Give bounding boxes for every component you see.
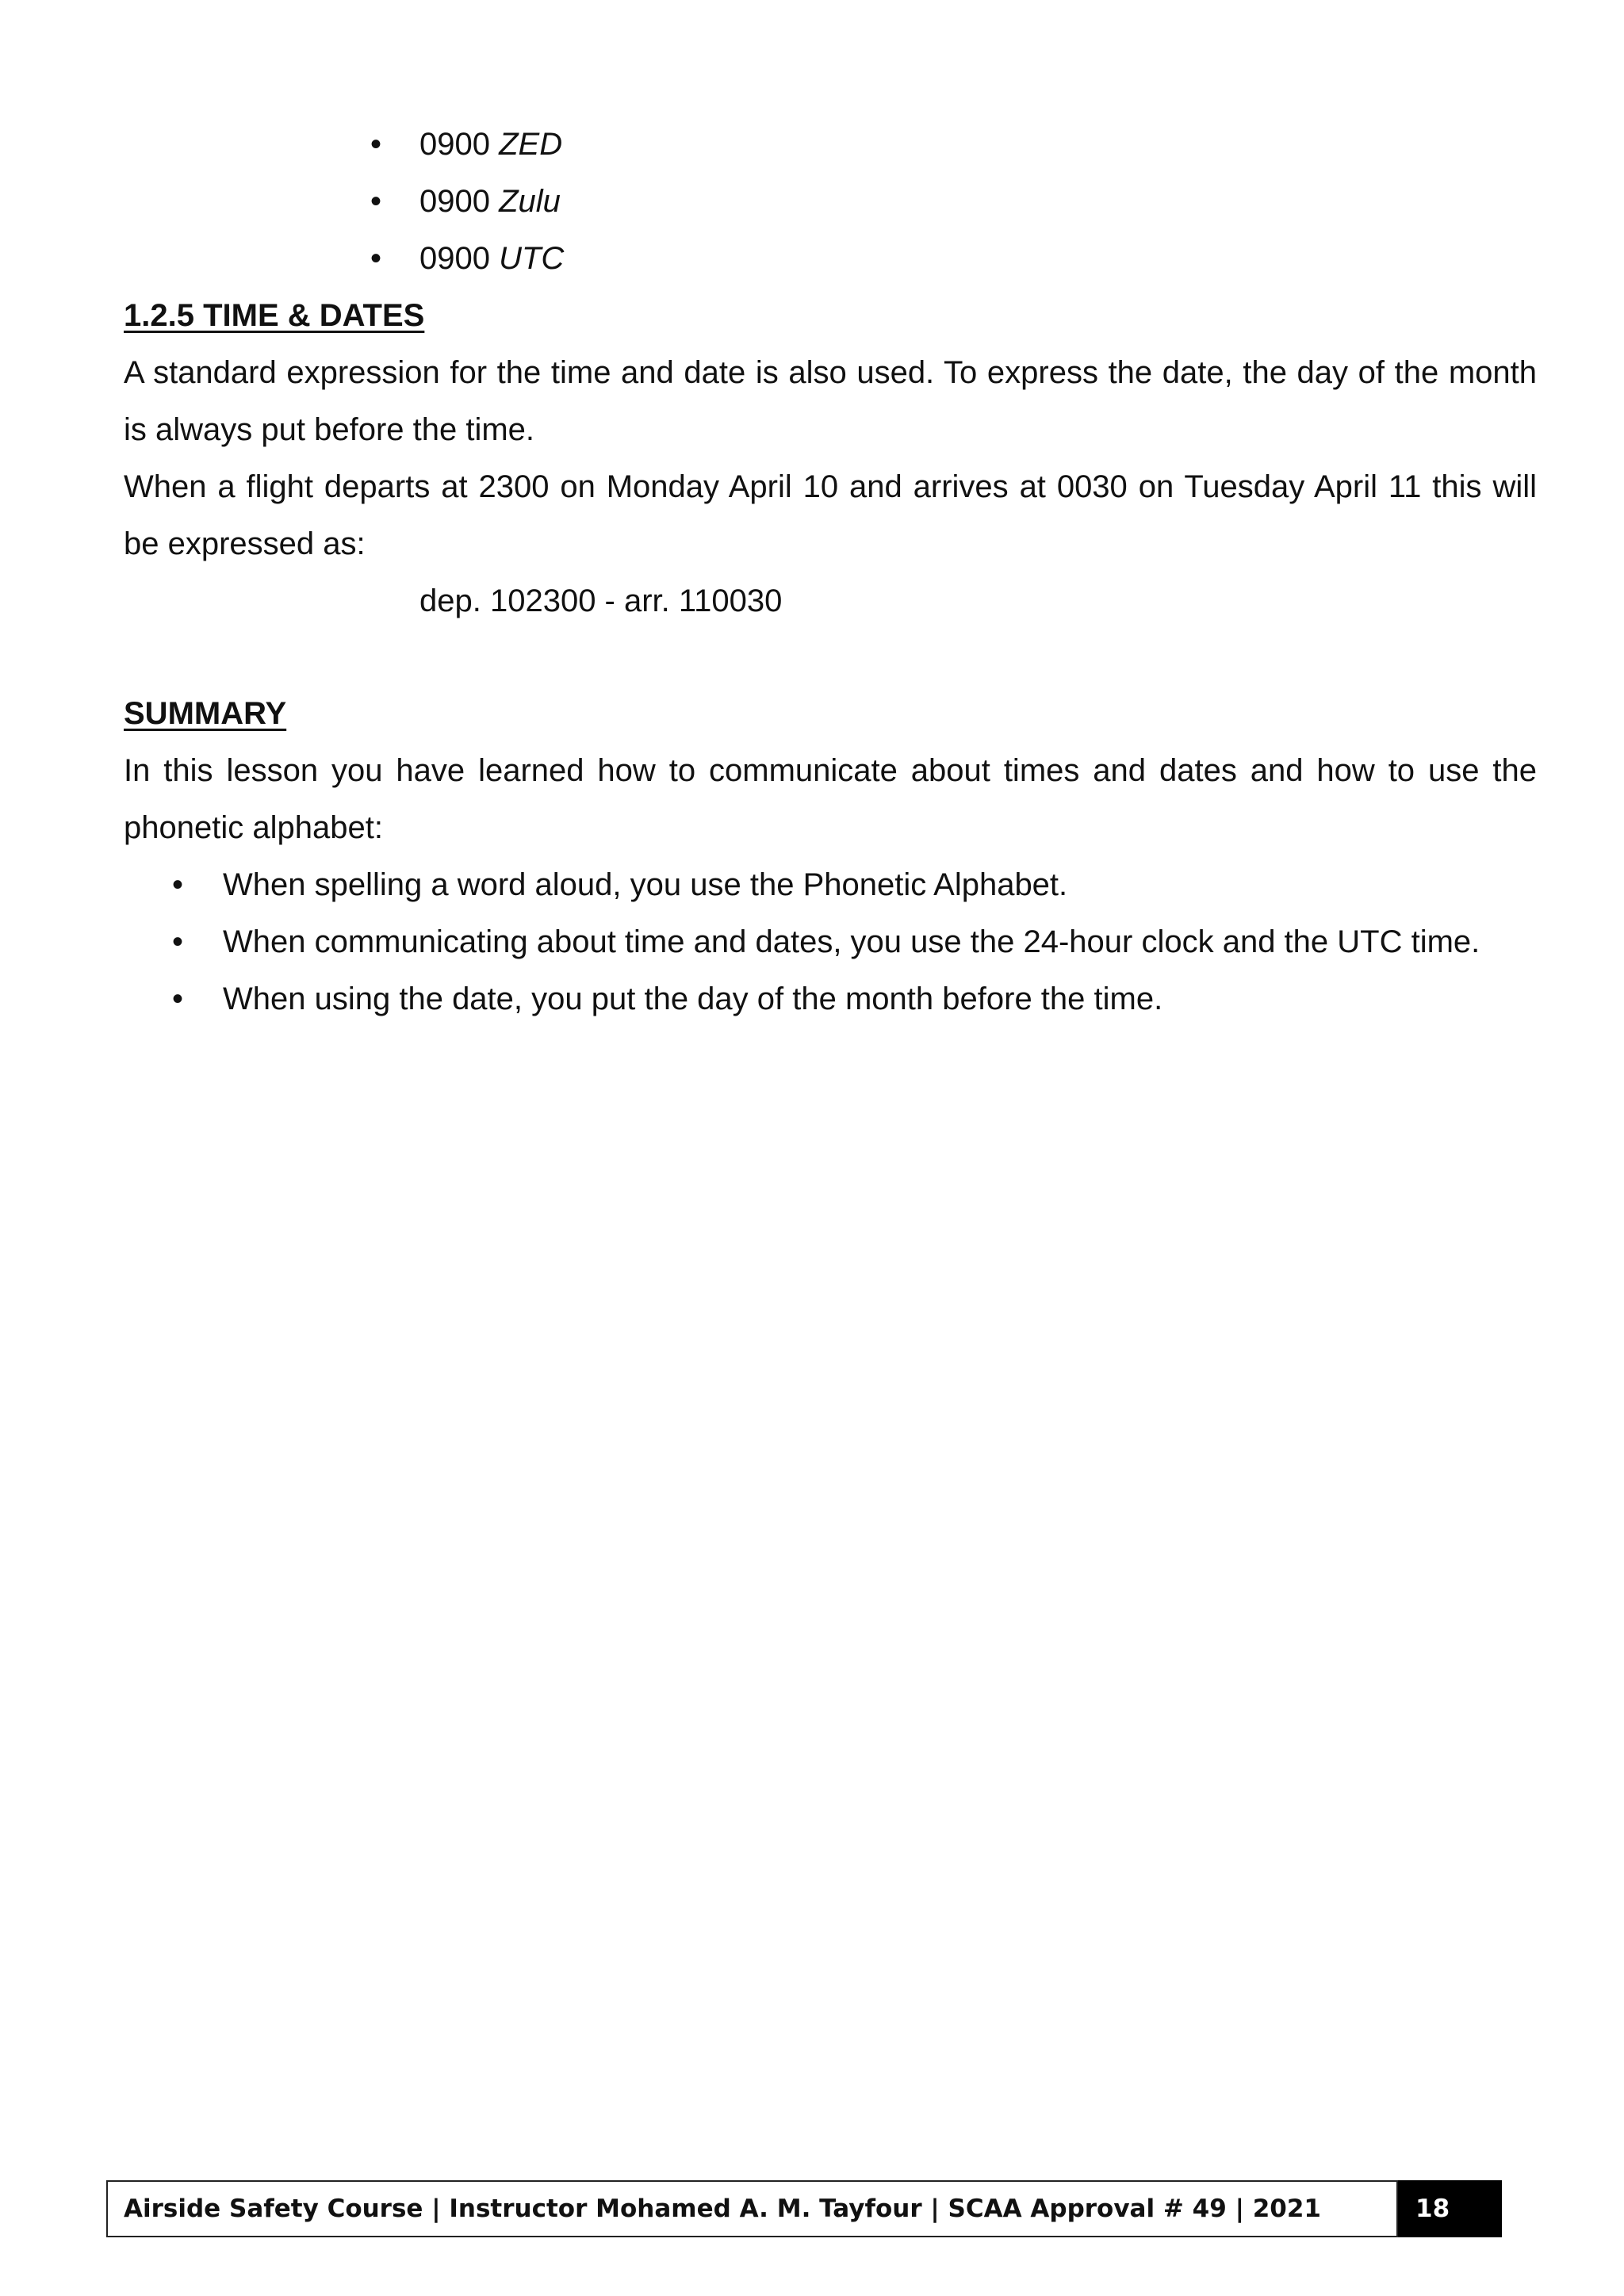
section-paragraph: When a flight departs at 2300 on Monday April 10 and arrives at 0030 on Tuesday April 11 this will be expressed as: xyxy=(124,469,1537,561)
bullet-icon: • xyxy=(370,184,382,219)
list-item-text: When spelling a word aloud, you use the Phonetic Alphabet. xyxy=(223,867,1068,902)
page-footer xyxy=(106,2180,1502,2237)
time-zone-label: UTC xyxy=(499,241,565,276)
time-value: 0900 xyxy=(419,127,490,162)
footer-text: Airside Safety Course | Instructor Mohamed A. M. Tayfour | SCAA Approval # 49 | 2021 xyxy=(106,2180,1398,2237)
summary-intro: In this lesson you have learned how to communicate about times and dates and how to use the phonetic alphabet: xyxy=(124,753,1537,845)
page-number: 18 xyxy=(1398,2180,1502,2237)
time-value: 0900 xyxy=(419,241,490,276)
time-zone-label: ZED xyxy=(499,127,563,162)
bullet-icon: • xyxy=(172,867,184,902)
bullet-icon: • xyxy=(172,982,184,1016)
time-zone-label: Zulu xyxy=(499,184,561,219)
bullet-icon: • xyxy=(370,241,382,276)
list-item-text: When communicating about time and dates, you use the 24-hour clock and the UTC time. xyxy=(223,924,1480,959)
time-value: 0900 xyxy=(419,184,490,219)
list-item-text: When using the date, you put the day of the month before the time. xyxy=(223,982,1163,1016)
bullet-icon: • xyxy=(370,127,382,162)
bullet-icon: • xyxy=(172,924,184,959)
section-paragraph: A standard expression for the time and date is also used. To express the date, the day of the month is always put before the time. xyxy=(124,355,1537,447)
section-heading: 1.2.5 TIME & DATES xyxy=(124,298,425,333)
date-time-example: dep. 102300 - arr. 110030 xyxy=(419,584,783,618)
summary-heading: SUMMARY xyxy=(124,696,287,731)
